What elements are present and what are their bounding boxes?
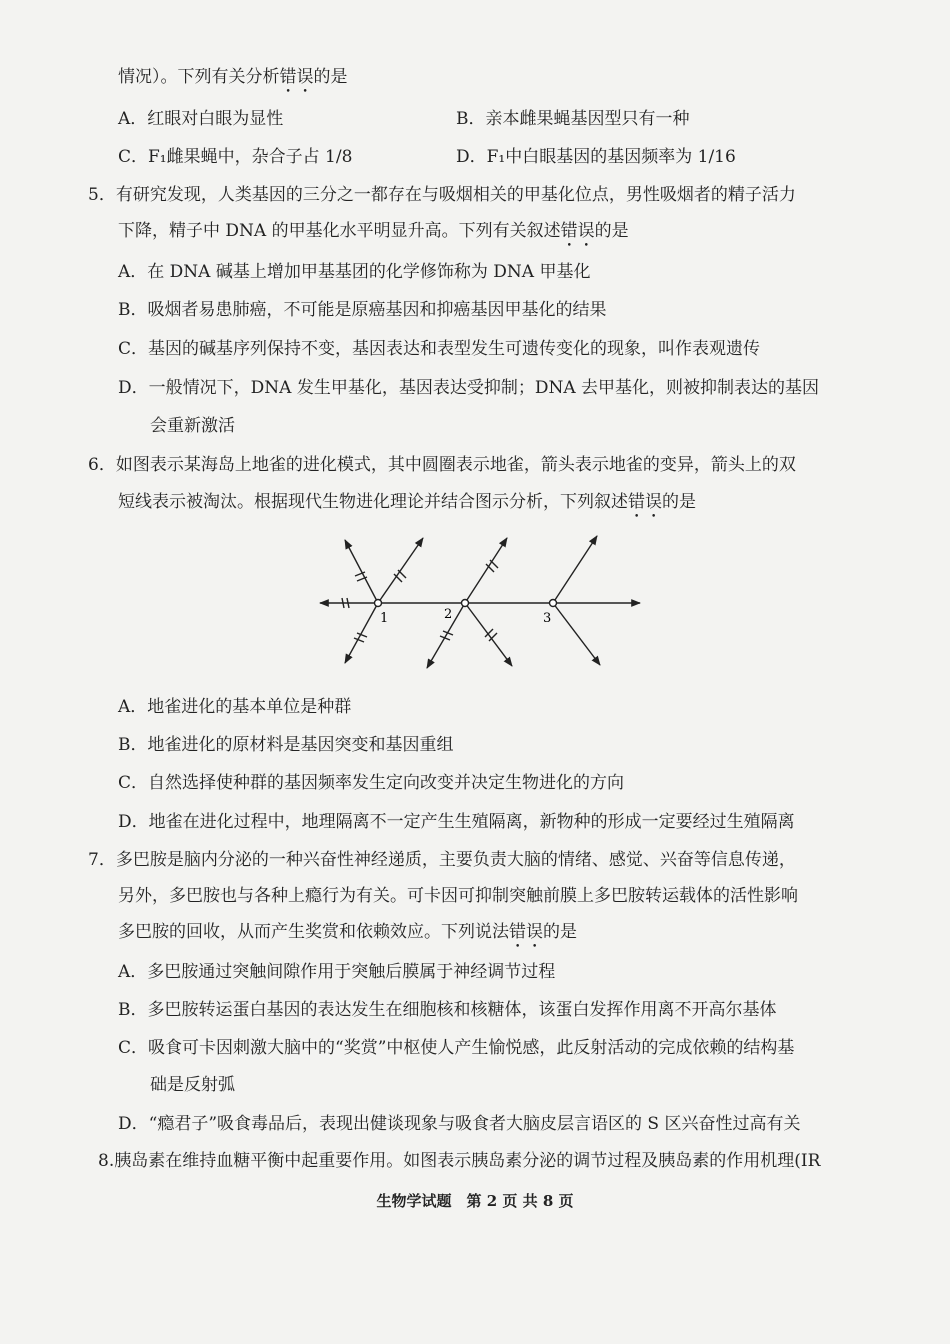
branch-3-upper	[553, 536, 597, 603]
branch-3-lower	[553, 603, 600, 665]
branch-2-upper	[465, 538, 507, 603]
q4-tail-emphasis: 错误	[279, 67, 314, 87]
node-3-circle	[550, 600, 557, 607]
q6-option-b: B．地雀进化的原材料是基因突变和基因重组	[118, 735, 454, 755]
q7-stem-line1: 7．多巴胺是脑内分泌的一种兴奋性神经递质，主要负责大脑的情绪、感觉、兴奋等信息传递，	[88, 850, 796, 870]
q7-option-c-line2: 础是反射弧	[150, 1075, 235, 1095]
q6-stem-text: 短线表示被淘汰。根据现代生物进化理论并结合图示分析，下列叙述	[118, 492, 628, 512]
elimination-marks	[342, 560, 498, 642]
q6-stem-line2	[118, 491, 696, 522]
q8-stem-line1: 8.胰岛素在维持血糖平衡中起重要作用。如图表示胰岛素分泌的调节过程及胰岛素的作用机理(IR	[98, 1151, 821, 1171]
q7-stem-end: 的是	[543, 922, 577, 942]
q4-option-a: A．红眼对白眼为显性	[118, 109, 284, 129]
branch-1-lower-left	[345, 603, 378, 663]
q4-tail-text: 情况）。下列有关分析	[118, 67, 280, 87]
node-1-label: 1	[380, 611, 389, 626]
q4-tail-end: 的是	[313, 67, 348, 87]
branch-1-upper-right	[378, 538, 423, 603]
q7-option-c-line1: C．吸食可卡因刺激大脑中的“奖赏”中枢使人产生愉悦感，此反射活动的完成依赖的结构基	[118, 1038, 795, 1058]
q5-option-c: C．基因的碱基序列保持不变，基因表达和表型发生可遗传变化的现象，叫作表观遗传	[118, 339, 761, 359]
q5-option-d-line1: D．一般情况下，DNA 发生甲基化，基因表达受抑制；DNA 去甲基化，则被抑制表达的基因	[118, 378, 819, 398]
q7-stem-emphasis: 错误	[509, 922, 543, 942]
q7-stem-line3	[118, 921, 577, 952]
page-footer: 生物学试题 第 2 页 共 8 页	[376, 1192, 574, 1210]
q5-stem-emphasis: 错误	[560, 221, 595, 241]
q7-stem-line2: 另外，多巴胺也与各种上瘾行为有关。可卡因可抑制突触前膜上多巴胺转运载体的活性影响	[118, 886, 798, 906]
q6-stem-end: 的是	[662, 492, 696, 512]
q5-stem-text: 下降，精子中 DNA 的甲基化水平明显升高。下列有关叙述	[118, 221, 561, 241]
node-1-circle	[375, 600, 382, 607]
q4-option-d: D．F₁中白眼基因的基因频率为 1/16	[456, 147, 736, 167]
q5-option-b: B．吸烟者易患肺癌，不可能是原癌基因和抑癌基因甲基化的结果	[118, 300, 607, 320]
node-2-circle	[462, 600, 469, 607]
q5-stem-end: 的是	[594, 221, 629, 241]
q7-option-b: B．多巴胺转运蛋白基因的表达发生在细胞核和核糖体，该蛋白发挥作用离不开高尔基体	[118, 1000, 777, 1020]
branch-2-lower-right	[465, 603, 512, 666]
node-3-label: 3	[543, 611, 552, 626]
q6-option-a: A．地雀进化的基本单位是种群	[118, 697, 352, 717]
q4-option-b: B．亲本雌果蝇基因型只有一种	[456, 109, 690, 129]
q6-stem-line1: 6．如图表示某海岛上地雀的进化模式，其中圆圈表示地雀，箭头表示地雀的变异，箭头上的双	[88, 455, 796, 475]
q7-stem-text: 多巴胺的回收，从而产生奖赏和依赖效应。下列说法	[118, 922, 509, 942]
q5-option-a: A．在 DNA 碱基上增加甲基基团的化学修饰称为 DNA 甲基化	[118, 262, 591, 282]
node-2-label: 2	[444, 607, 453, 622]
q5-stem-line1: 5．有研究发现，人类基因的三分之一都存在与吸烟相关的甲基化位点，男性吸烟者的精子活力	[88, 185, 796, 205]
q4-option-c: C．F₁雌果蝇中，杂合子占 1/8	[118, 147, 353, 167]
q4-tail	[118, 66, 348, 97]
evolution-diagram	[300, 528, 650, 678]
q6-stem-emphasis: 错误	[628, 492, 662, 512]
q5-option-d-line2: 会重新激活	[150, 416, 235, 436]
branch-1-upper-left	[345, 540, 378, 603]
q7-option-d: D．“瘾君子”吸食毒品后，表现出健谈现象与吸食者大脑皮层言语区的 S 区兴奋性过高有关	[118, 1114, 801, 1134]
q6-option-c: C．自然选择使种群的基因频率发生定向改变并决定生物进化的方向	[118, 773, 625, 793]
q5-stem-line2	[118, 220, 629, 251]
q7-option-a: A．多巴胺通过突触间隙作用于突触后膜属于神经调节过程	[118, 962, 556, 982]
q6-option-d: D．地雀在进化过程中，地理隔离不一定产生生殖隔离，新物种的形成一定要经过生殖隔离	[118, 812, 795, 832]
